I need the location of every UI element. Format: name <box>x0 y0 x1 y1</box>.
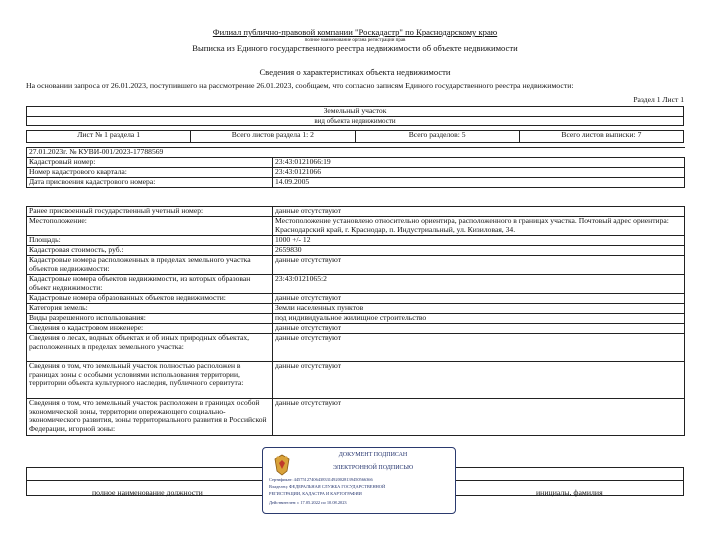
detail-value: данные отсутствуют <box>273 324 685 334</box>
detail-value: 2659830 <box>273 246 685 256</box>
detail-value: данные отсутствуют <box>273 334 685 362</box>
org-name: Филиал публично-правовой компании "Роскадастр" по Краснодарскому краю <box>212 27 498 37</box>
signature-title: ДОКУМЕНТ ПОДПИСАН <box>338 452 408 458</box>
footer-position-caption: полное наименование должности <box>92 488 203 497</box>
record-label: Кадастровый номер: <box>27 158 273 168</box>
record-label: Дата присвоения кадастрового номера: <box>27 178 273 188</box>
document-title: Выписка из Единого государственного реестра недвижимости об объекте недвижимости <box>192 43 518 53</box>
intro-text: На основании запроса от 26.01.2023, поступившего на рассмотрение 26.01.2023, сообщаем, что согласно записям Единого государственного реестра недвижимости: <box>26 81 574 90</box>
record-table <box>26 147 685 188</box>
detail-label: Сведения о том, что земельный участок полностью расположен в границах зоны с особыми условиями использования территории, территории объекта культурного наследия, публичного сервитута: <box>27 362 273 399</box>
detail-value: данные отсутствуют <box>273 362 685 399</box>
sheet-total-section: Всего листов раздела 1: 2 <box>191 131 355 143</box>
detail-label: Категория земель: <box>27 304 273 314</box>
detail-value: данные отсутствуют <box>273 256 685 275</box>
details-table <box>26 206 685 436</box>
object-type: Земельный участок <box>27 107 684 117</box>
record-date-number: 27.01.2023г. № КУВИ-001/2023-17788569 <box>27 148 685 158</box>
record-value: 23:43:0121066 <box>273 168 685 178</box>
detail-label: Площадь: <box>27 236 273 246</box>
sheet-number: Лист № 1 раздела 1 <box>27 131 191 143</box>
signature-certificate: Сертификат: 445751274064383314920028139450566366 <box>269 477 373 482</box>
detail-label: Кадастровые номера объектов недвижимости, из которых образован объект недвижимости: <box>27 275 273 294</box>
signature-owner-continued: РЕГИСТРАЦИИ, КАДАСТРА И КАРТОГРАФИИ <box>269 491 362 496</box>
detail-value: Местоположение установлено относительно ориентира, расположенного в границах участка. Почтовый адрес ориентира: Краснодарский край, г. Краснодар, п. Индустриальный, ул. Кизиловая, 34. <box>273 217 685 236</box>
detail-label: Кадастровые номера образованных объектов недвижимости: <box>27 294 273 304</box>
coat-of-arms-icon <box>271 453 293 477</box>
detail-label: Сведения о том, что земельный участок расположен в границах особой экономической зоны, территории опережающего социально-экономического развития, зоны территориального развития в Российской Федерации, игорной зоны: <box>27 399 273 436</box>
object-type-table <box>26 106 684 126</box>
signature-subtitle: ЭЛЕКТРОННОЙ ПОДПИСЬЮ <box>332 465 414 471</box>
sheet-total-sections: Всего разделов: 5 <box>355 131 519 143</box>
detail-value: данные отсутствуют <box>273 294 685 304</box>
signature-validity: Действителен: с 17.05.2022 по 10.08.2023 <box>269 500 347 505</box>
org-caption: полное наименование органа регистрации прав <box>304 38 406 43</box>
detail-value: данные отсутствуют <box>273 399 685 436</box>
section-title: Сведения о характеристиках объекта недвижимости <box>259 67 451 77</box>
signature-owner: Владелец: ФЕДЕРАЛЬНАЯ СЛУЖБА ГОСУДАРСТВЕННОЙ <box>269 484 386 489</box>
sheet-info: Раздел 1 Лист 1 <box>633 95 684 104</box>
sheet-total-pages: Всего листов выписки: 7 <box>519 131 683 143</box>
object-type-caption: вид объекта недвижимости <box>27 116 684 126</box>
record-value: 23:43:0121066:19 <box>273 158 685 168</box>
detail-label: Виды разрешенного использования: <box>27 314 273 324</box>
document-page <box>26 0 684 540</box>
detail-value: под индивидуальное жилищное строительство <box>273 314 685 324</box>
detail-label: Сведения о кадастровом инженере: <box>27 324 273 334</box>
footer-name-caption: инициалы, фамилия <box>536 488 603 497</box>
record-value: 14.09.2005 <box>273 178 685 188</box>
electronic-signature-stamp <box>262 447 456 514</box>
detail-value: Земли населенных пунктов <box>273 304 685 314</box>
detail-value: 23:43:0121065:2 <box>273 275 685 294</box>
detail-value: данные отсутствуют <box>273 207 685 217</box>
detail-label: Кадастровые номера расположенных в пределах земельного участка объектов недвижимости: <box>27 256 273 275</box>
detail-value: 1000 +/- 12 <box>273 236 685 246</box>
detail-label: Сведения о лесах, водных объектах и об иных природных объектах, расположенных в пределах земельного участка: <box>27 334 273 362</box>
sheets-table <box>26 130 684 143</box>
record-label: Номер кадастрового квартала: <box>27 168 273 178</box>
detail-label: Кадастровая стоимость, руб.: <box>27 246 273 256</box>
detail-label: Ранее присвоенный государственный учетный номер: <box>27 207 273 217</box>
detail-label: Местоположение: <box>27 217 273 236</box>
